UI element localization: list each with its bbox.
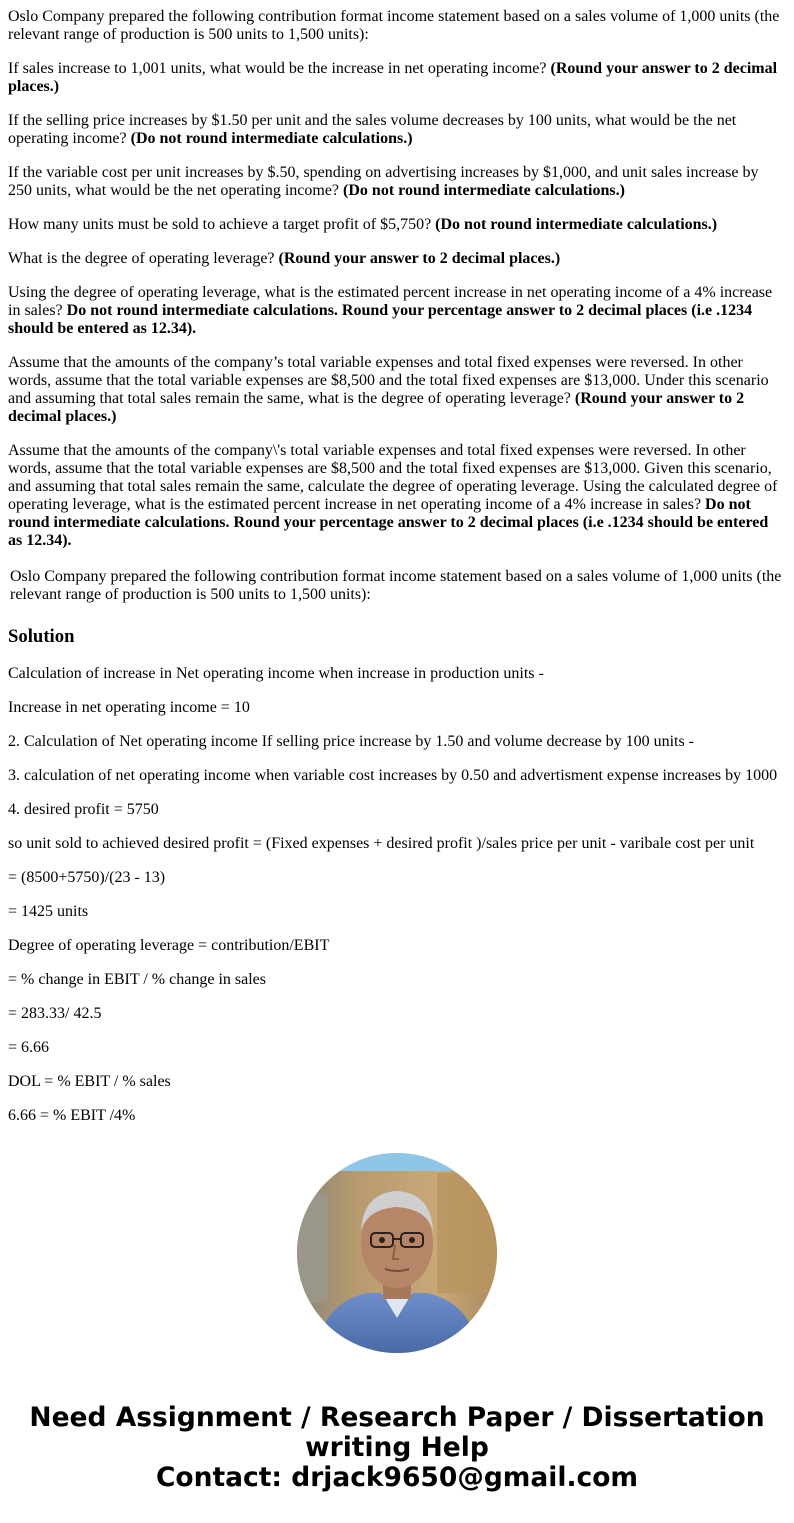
question-7: Assume that the amounts of the company’s total variable expenses and total fixed expenses were reversed. In other words, assume that the total variable expenses are $8,500 and the total fixed expenses are $13,000. Under this scenario and assuming that total sales remain the same, what is the degree of operating leverage? (Round your answer to 2 decimal places.) [8,354,769,425]
question-intro: Oslo Company prepared the following contribution format income statement based on a sales volume of 1,000 units (the relevant range of production is 500 units to 1,500 units): [8,8,780,43]
question-2: If the selling price increases by $1.50 per unit and the sales volume decreases by 100 units, what would be the net operating income? (Do not round intermediate calculations.) [8,112,737,147]
footer-banner [0,1403,794,1493]
question-8: Assume that the amounts of the company\'s total variable expenses and total fixed expenses were reversed. In other words, assume that the total variable expenses are $8,500 and the total fixed expenses are $13,000. Given this scenario, and assuming that total sales remain the same, calculate the degree of operating leverage. Using the calculated degree of operating leverage, what is the estimated percent increase in net operating income of a 4% increase in sales? Do not round intermediate calculations. Round your percentage answer to 2 decimal places (i.e .1234 should be entered as 12.34). [8,442,778,549]
solution-line: = % change in EBIT / % change in sales [8,971,266,988]
solution-heading: Solution [8,626,75,647]
solution-line: so unit sold to achieved desired profit = (Fixed expenses + desired profit )/sales price per unit - varibale cost per unit [8,835,755,852]
solution-line: = 1425 units [8,903,89,920]
footer-line: Need Assignment / Research Paper / Dissertation [29,1402,765,1433]
footer-contact: Contact: drjack9650@gmail.com [155,1462,639,1493]
solution-line: 4. desired profit = 5750 [8,801,159,818]
question-6: Using the degree of operating leverage, what is the estimated percent increase in net operating income of a 4% increase in sales? Do not round intermediate calculations. Round your percentage answer to 2 decimal places (i.e .1234 should be entered as 12.34). [8,284,773,337]
solution-line: Calculation of increase in Net operating income when increase in production units - [8,665,544,682]
solution-line: DOL = % EBIT / % sales [8,1073,171,1090]
solution-line: Degree of operating leverage = contribution/EBIT [8,937,330,954]
solution-line: 2. Calculation of Net operating income If selling price increase by 1.50 and volume decrease by 100 units - [8,733,695,750]
footer-line: writing Help [305,1432,489,1463]
question-3: If the variable cost per unit increases by $.50, spending on advertising increases by $1,000, and unit sales increase by 250 units, what would be the net operating income? (Do not round intermediate calculations.) [8,164,759,199]
solution-line: = 283.33/ 42.5 [8,1005,102,1022]
solution-line: 6.66 = % EBIT /4% [8,1107,136,1124]
solution-line: = 6.66 [8,1039,50,1056]
solution-line: Increase in net operating income = 10 [8,699,250,716]
solution-line: = (8500+5750)/(23 - 13) [8,869,166,886]
question-4: How many units must be sold to achieve a target profit of $5,750? (Do not round intermediate calculations.) [8,216,718,233]
author-avatar [297,1153,497,1353]
question-5: What is the degree of operating leverage? (Round your answer to 2 decimal places.) [8,250,561,267]
repeat-intro: Oslo Company prepared the following contribution format income statement based on a sales volume of 1,000 units (the relevant range of production is 500 units to 1,500 units): [10,568,782,603]
question-1: If sales increase to 1,001 units, what would be the increase in net operating income? (Round your answer to 2 decimal places.) [8,60,778,95]
solution-line: 3. calculation of net operating income when variable cost increases by 0.50 and advertisment expense increases by 1000 [8,767,778,784]
author-portrait-image [297,1153,497,1353]
